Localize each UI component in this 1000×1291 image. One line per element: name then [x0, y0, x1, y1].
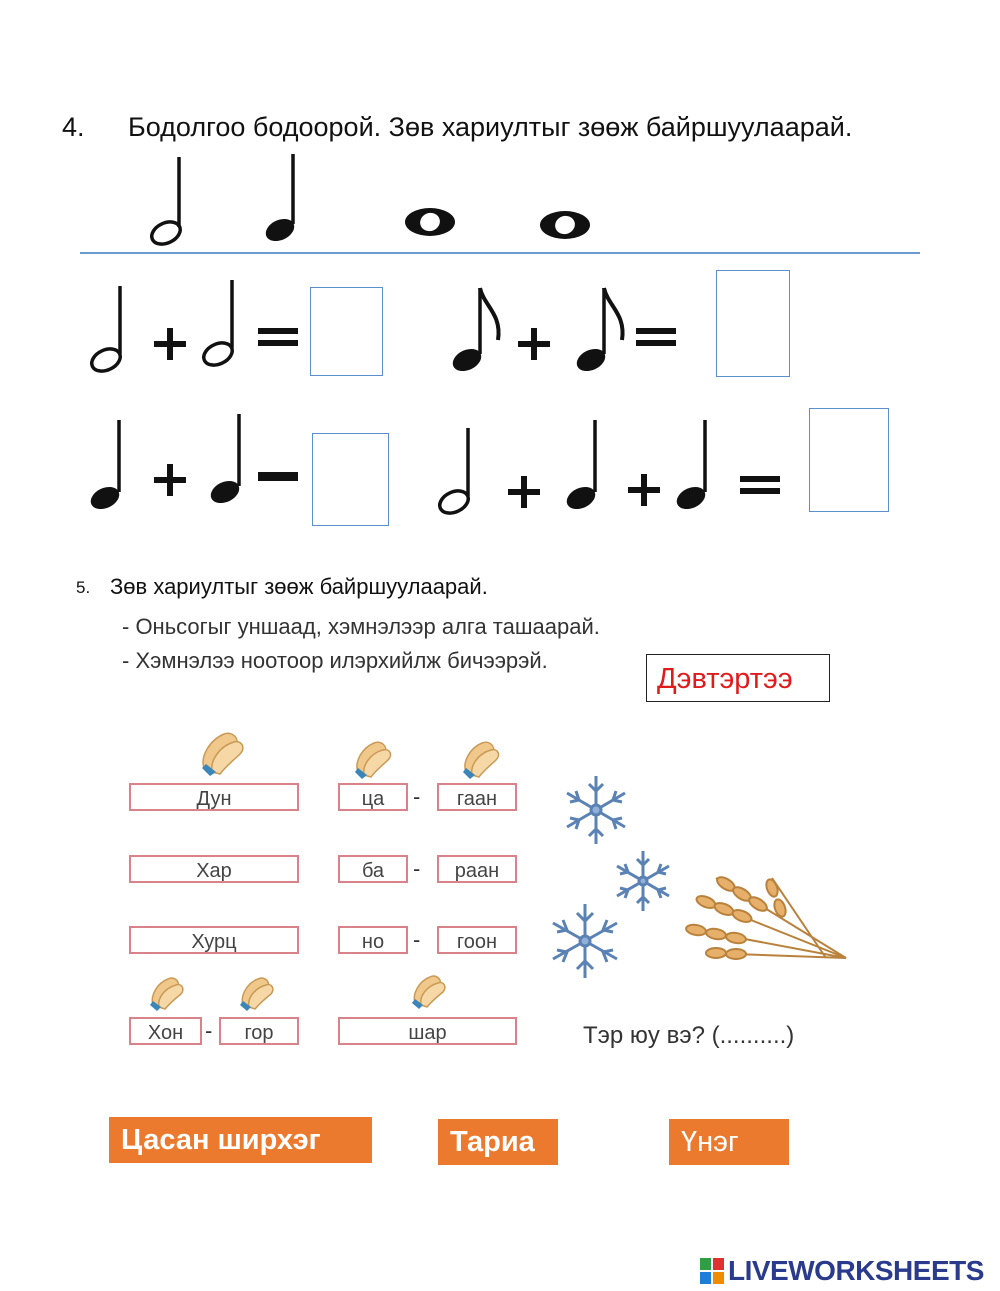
syllable-box-goon: гоон [437, 926, 517, 954]
plus-sign-icon [506, 474, 542, 510]
clap-hands-icon [146, 974, 188, 1012]
syllable-box-khon: Хон [129, 1017, 202, 1045]
eighth-note-icon [450, 284, 510, 379]
snowflake-icon [542, 898, 628, 984]
clap-hands-icon [350, 738, 396, 780]
word-box-shar: шар [338, 1017, 517, 1045]
equals-sign-icon [740, 474, 782, 496]
syllable-dash: - [413, 856, 421, 881]
plus-sign-icon [152, 326, 188, 362]
answer-box-1[interactable] [310, 287, 383, 376]
answer-box-4[interactable] [809, 408, 889, 512]
question-4-number: 4. [62, 112, 85, 142]
wheat-icon [676, 858, 856, 978]
half-note-option[interactable] [148, 155, 198, 250]
option-snowflake[interactable]: Цасан ширхэг [109, 1117, 372, 1163]
clap-hands-icon [236, 974, 278, 1012]
half-note-icon [436, 424, 486, 519]
syllable-box-gor: гор [219, 1017, 299, 1045]
answer-box-3[interactable] [312, 433, 389, 526]
quarter-note-icon [88, 418, 138, 518]
option-fox[interactable]: Үнэг [669, 1119, 789, 1165]
syllable-box-no: но [338, 926, 408, 954]
logo-mark-icon [700, 1258, 724, 1284]
whole-note-option-2[interactable] [537, 207, 595, 243]
quarter-note-icon [564, 418, 614, 518]
syllable-box-raan: раан [437, 855, 517, 883]
clap-hands-icon [408, 972, 450, 1010]
eighth-note-icon [574, 284, 634, 379]
syllable-dash: - [413, 927, 421, 952]
notebook-answer-box[interactable]: Дэвтэртээ [646, 654, 830, 702]
question-5-instruction: Зөв хариултыг зөөж байршуулаарай. [110, 574, 488, 599]
word-box-dun: Дун [129, 783, 299, 811]
question-4-instruction: Бодолгоо бодоорой. Зөв хариултыг зөөж байршуулаарай. [128, 112, 853, 142]
syllable-box-ca: ца [338, 783, 408, 811]
instruction-line-1: - Оньсогыг уншаад, хэмнэлээр алга ташаарай. [122, 614, 600, 639]
syllable-box-gaan: гаан [437, 783, 517, 811]
clap-hands-icon [196, 728, 248, 776]
instruction-line-2: - Хэмнэлээ ноотоор илэрхийлж бичээрэй. [122, 648, 548, 673]
plus-sign-icon [626, 472, 662, 508]
logo-text: LIVEWORKSHEETS [728, 1255, 984, 1286]
word-box-khurts: Хурц [129, 926, 299, 954]
word-box-khar: Хар [129, 855, 299, 883]
half-note-icon [200, 276, 250, 371]
question-5-number: 5. [76, 578, 91, 597]
riddle-question: Тэр юу вэ? (..........) [583, 1022, 795, 1049]
answer-box-2[interactable] [716, 270, 790, 377]
half-note-icon [88, 282, 138, 377]
syllable-dash: - [205, 1018, 213, 1043]
syllable-box-ba: ба [338, 855, 408, 883]
equals-sign-icon [636, 326, 678, 348]
equals-sign-icon [258, 326, 300, 348]
divider-line [80, 252, 920, 254]
whole-note-option-1[interactable] [402, 204, 460, 240]
syllable-dash: - [413, 784, 421, 809]
liveworksheets-logo [700, 1256, 984, 1286]
quarter-note-icon [208, 412, 258, 512]
minus-sign-icon [258, 470, 300, 484]
plus-sign-icon [516, 326, 552, 362]
quarter-note-icon [674, 418, 724, 518]
quarter-note-option[interactable] [263, 152, 313, 247]
option-grain[interactable]: Тариа [438, 1119, 558, 1165]
snowflake-icon [556, 770, 636, 850]
plus-sign-icon [152, 462, 188, 498]
clap-hands-icon [458, 738, 504, 780]
